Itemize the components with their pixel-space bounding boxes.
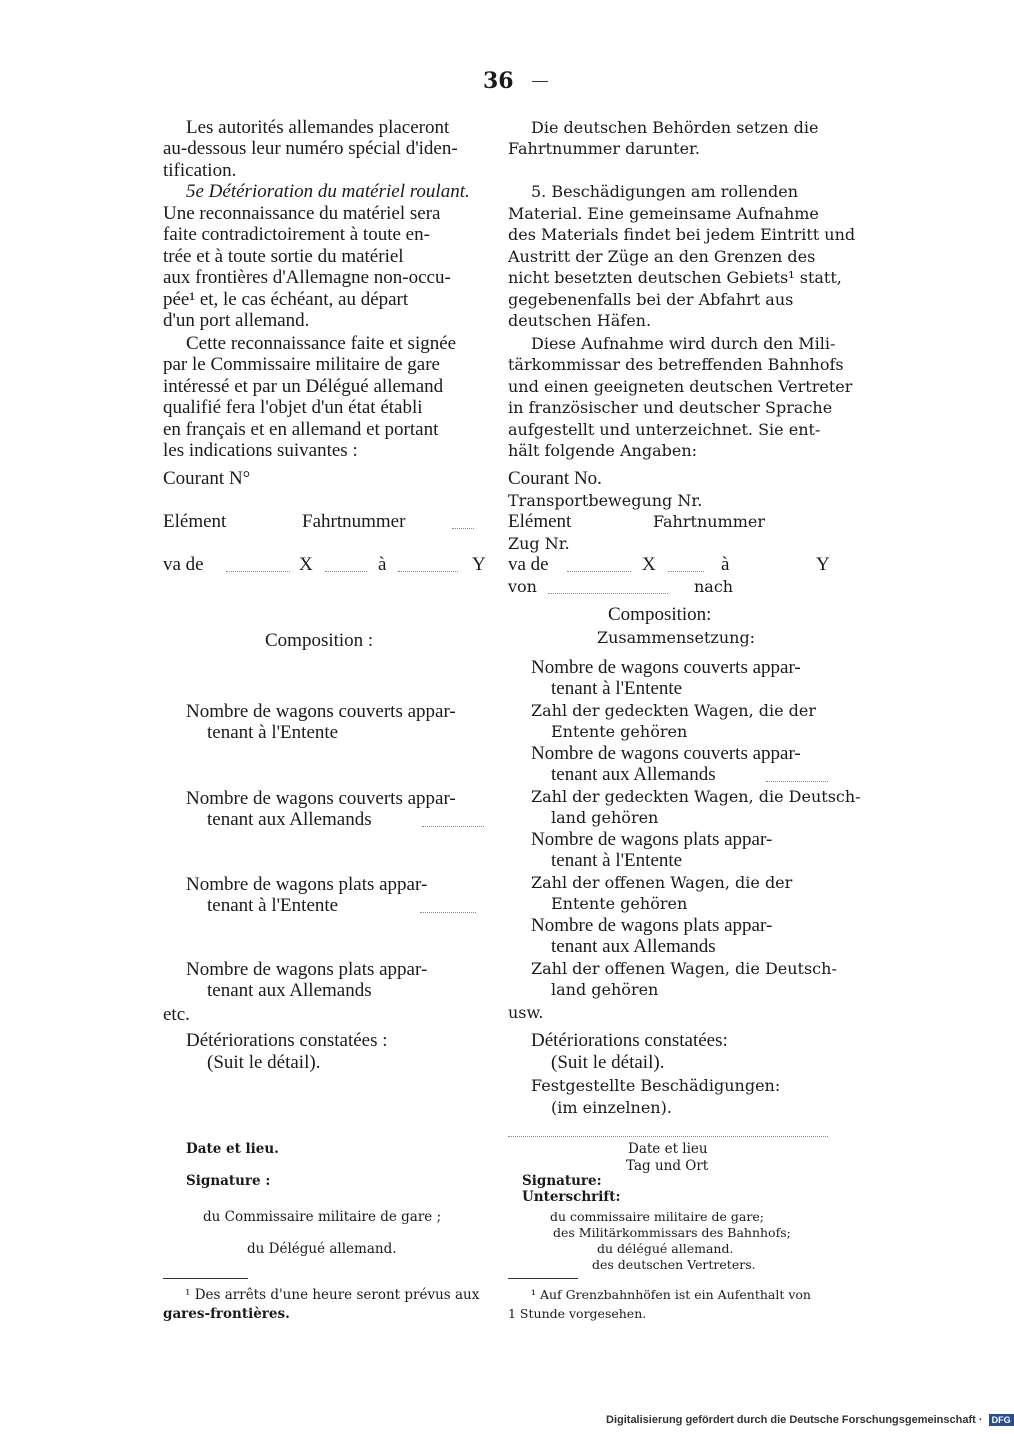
left-item-line: Nombre de wagons couverts appar- bbox=[186, 788, 456, 809]
right-p3-line: in französischer und deutscher Sprache bbox=[508, 398, 833, 417]
dfg-logo-icon: DFG bbox=[989, 1414, 1014, 1426]
right-footnote-rule bbox=[508, 1278, 578, 1279]
right-item-line: Nombre de wagons couverts appar- bbox=[531, 743, 801, 764]
left-p3-line: qualifié fera l'objet d'un état établi bbox=[163, 397, 423, 418]
right-courant-label: Courant No. bbox=[508, 468, 602, 489]
left-p3-line: les indications suivantes : bbox=[163, 440, 358, 461]
right-deteriorations: Détériorations constatées: bbox=[531, 1030, 728, 1051]
right-a-label: à bbox=[721, 554, 730, 575]
right-p2-line: 5. Beschädigungen am rollenden bbox=[531, 182, 799, 201]
left-item-line: tenant à l'Entente bbox=[207, 895, 339, 916]
left-date-lieu: Date et lieu. bbox=[186, 1141, 279, 1157]
right-item-line: tenant aux Allemands bbox=[551, 936, 716, 957]
right-y-label: Y bbox=[816, 554, 830, 575]
right-item-line: Nombre de wagons plats appar- bbox=[531, 829, 773, 850]
left-x-dots bbox=[325, 570, 367, 572]
left-a-label: à bbox=[378, 554, 387, 575]
left-p2-line: pée¹ et, le cas échéant, au départ bbox=[163, 289, 409, 310]
right-tag-ort: Tag und Ort bbox=[626, 1158, 709, 1174]
right-sig-delegue: du délégué allemand. bbox=[597, 1241, 734, 1256]
right-x-dots bbox=[668, 570, 704, 572]
left-p3-line: intéressé et par un Délégué allemand bbox=[163, 376, 444, 397]
right-item-line: Entente gehören bbox=[551, 722, 688, 741]
right-signature-label: Signature: bbox=[522, 1173, 602, 1189]
right-p2-line: des Materials findet bei jedem Eintritt und bbox=[508, 225, 856, 244]
left-fahrtnummer-label: Fahrtnummer bbox=[302, 511, 406, 532]
right-item-line: tenant aux Allemands bbox=[551, 764, 716, 785]
left-p3-line: en français et en allemand et portant bbox=[163, 419, 439, 440]
right-p3-line: tärkommissar des betreffenden Bahnhofs bbox=[508, 355, 844, 374]
right-sig-militaer: des Militärkommissars des Bahnhofs; bbox=[553, 1225, 791, 1240]
left-p1-line: tification. bbox=[163, 160, 237, 181]
right-item-line: land gehören bbox=[551, 980, 659, 999]
left-item-line: tenant aux Allemands bbox=[207, 980, 372, 1001]
left-p2-line: aux frontières d'Allemagne non-occu- bbox=[163, 267, 451, 288]
left-p2-line: Une reconnaissance du matériel sera bbox=[163, 203, 441, 224]
left-p1-line: Les autorités allemandes placeront bbox=[186, 117, 450, 138]
right-p2-line: Material. Eine gemeinsame Aufnahme bbox=[508, 204, 819, 223]
right-item-line: land gehören bbox=[551, 808, 659, 827]
left-item-line: tenant à l'Entente bbox=[207, 722, 339, 743]
left-courant-label: Courant N° bbox=[163, 468, 251, 489]
right-item-line: tenant à l'Entente bbox=[551, 850, 683, 871]
right-item-line: Zahl der gedeckten Wagen, die der bbox=[531, 701, 817, 720]
right-item-line: Zahl der offenen Wagen, die der bbox=[531, 873, 793, 892]
right-sig-commissaire: du commissaire militaire de gare; bbox=[550, 1209, 764, 1224]
right-item-line: tenant à l'Entente bbox=[551, 678, 683, 699]
left-x-label: X bbox=[299, 554, 313, 575]
right-va-de-label: va de bbox=[508, 554, 549, 575]
left-footnote-line: gares-frontières. bbox=[163, 1306, 290, 1322]
right-separator-dots bbox=[508, 1135, 828, 1137]
right-x-label: X bbox=[642, 554, 656, 575]
left-section-heading: 5e Détérioration du matériel roulant. bbox=[186, 181, 470, 202]
left-item-line: Nombre de wagons plats appar- bbox=[186, 874, 428, 895]
left-item-line: Nombre de wagons couverts appar- bbox=[186, 701, 456, 722]
right-transport-label: Transportbewegung Nr. bbox=[508, 491, 703, 510]
footer-credit bbox=[606, 1414, 1014, 1426]
left-p3-line: Cette reconnaissance faite et signée bbox=[186, 333, 457, 354]
left-item-line: tenant aux Allemands bbox=[207, 809, 372, 830]
right-zug-label: Zug Nr. bbox=[508, 534, 570, 553]
right-p1-line: Fahrtnummer darunter. bbox=[508, 139, 701, 158]
right-date-lieu: Date et lieu bbox=[628, 1141, 708, 1157]
left-va-de-label: va de bbox=[163, 554, 204, 575]
right-footnote-line: ¹ Auf Grenzbahnhöfen ist ein Aufenthalt von bbox=[531, 1287, 811, 1302]
right-p3-line: und einen geeigneten deutschen Vertreter bbox=[508, 377, 853, 396]
left-suit-detail: (Suit le détail). bbox=[207, 1052, 321, 1073]
right-festgestellt: Festgestellte Beschädigungen: bbox=[531, 1076, 781, 1095]
left-footnote-line: ¹ Des arrêts d'une heure seront prévus aux bbox=[185, 1287, 480, 1303]
right-sig-vertreter: des deutschen Vertreters. bbox=[592, 1257, 756, 1272]
left-fahrt-dots bbox=[452, 527, 474, 529]
right-item-dots bbox=[766, 780, 828, 782]
left-deteriorations: Détériorations constatées : bbox=[186, 1030, 388, 1051]
left-item-line: Nombre de wagons plats appar- bbox=[186, 959, 428, 980]
right-von-dots bbox=[548, 592, 668, 594]
left-item-dots bbox=[420, 911, 476, 913]
right-suit-detail: (Suit le détail). bbox=[551, 1052, 665, 1073]
right-p1-line: Die deutschen Behörden setzen die bbox=[531, 118, 819, 137]
right-nach-label: nach bbox=[694, 577, 734, 596]
left-p2-line: faite contradictoirement à toute en- bbox=[163, 224, 430, 245]
right-p2-line: gegebenenfalls bei der Abfahrt aus bbox=[508, 290, 794, 309]
left-etc: etc. bbox=[163, 1004, 190, 1025]
right-p2-line: nicht besetzten deutschen Gebiets¹ statt, bbox=[508, 268, 842, 287]
right-p3-line: hält folgende Angaben: bbox=[508, 441, 698, 460]
right-einzelnen: (im einzelnen). bbox=[551, 1098, 672, 1117]
right-zusammensetzung-heading: Zusammensetzung: bbox=[597, 628, 756, 647]
right-item-line: Nombre de wagons plats appar- bbox=[531, 915, 773, 936]
right-element-label: Elément bbox=[508, 511, 572, 532]
page-number: 36 bbox=[483, 68, 514, 94]
left-item-dots bbox=[422, 825, 484, 827]
left-y-label: Y bbox=[472, 554, 486, 575]
left-va-dots bbox=[226, 570, 290, 572]
right-va-dots bbox=[567, 570, 631, 572]
right-p2-line: Austritt der Züge an den Grenzen des bbox=[508, 247, 816, 266]
left-p1-line: au-dessous leur numéro spécial d'iden- bbox=[163, 138, 458, 159]
left-p3-line: par le Commissaire militaire de gare bbox=[163, 354, 440, 375]
right-p2-line: deutschen Häfen. bbox=[508, 311, 652, 330]
footer-text: Digitalisierung gefördert durch die Deutsche Forschungsgemeinschaft · bbox=[606, 1414, 983, 1426]
right-fahrtnummer-label: Fahrtnummer bbox=[653, 512, 766, 531]
right-item-line: Zahl der gedeckten Wagen, die Deutsch- bbox=[531, 787, 861, 806]
left-sig-delegue: du Délégué allemand. bbox=[247, 1241, 397, 1257]
left-sig-commissaire: du Commissaire militaire de gare ; bbox=[203, 1209, 442, 1225]
right-composition-heading: Composition: bbox=[608, 604, 712, 625]
right-item-line: Entente gehören bbox=[551, 894, 688, 913]
left-footnote-rule bbox=[163, 1278, 248, 1279]
right-item-line: Nombre de wagons couverts appar- bbox=[531, 657, 801, 678]
left-composition-heading: Composition : bbox=[265, 630, 374, 651]
left-p2-line: trée et à toute sortie du matériel bbox=[163, 246, 404, 267]
right-footnote-line: 1 Stunde vorgesehen. bbox=[508, 1306, 647, 1321]
left-p2-line: d'un port allemand. bbox=[163, 310, 310, 331]
right-item-line: Zahl der offenen Wagen, die Deutsch- bbox=[531, 959, 837, 978]
header-dash bbox=[532, 81, 548, 82]
left-element-label: Elément bbox=[163, 511, 227, 532]
left-signature-label: Signature : bbox=[186, 1173, 271, 1189]
right-unterschrift-label: Unterschrift: bbox=[522, 1189, 621, 1205]
right-von-label: von bbox=[508, 577, 537, 596]
left-a-dots bbox=[398, 570, 458, 572]
right-usw: usw. bbox=[508, 1003, 544, 1022]
right-p3-line: aufgestellt und unterzeichnet. Sie ent- bbox=[508, 420, 821, 439]
right-p3-line: Diese Aufnahme wird durch den Mili- bbox=[531, 334, 836, 353]
